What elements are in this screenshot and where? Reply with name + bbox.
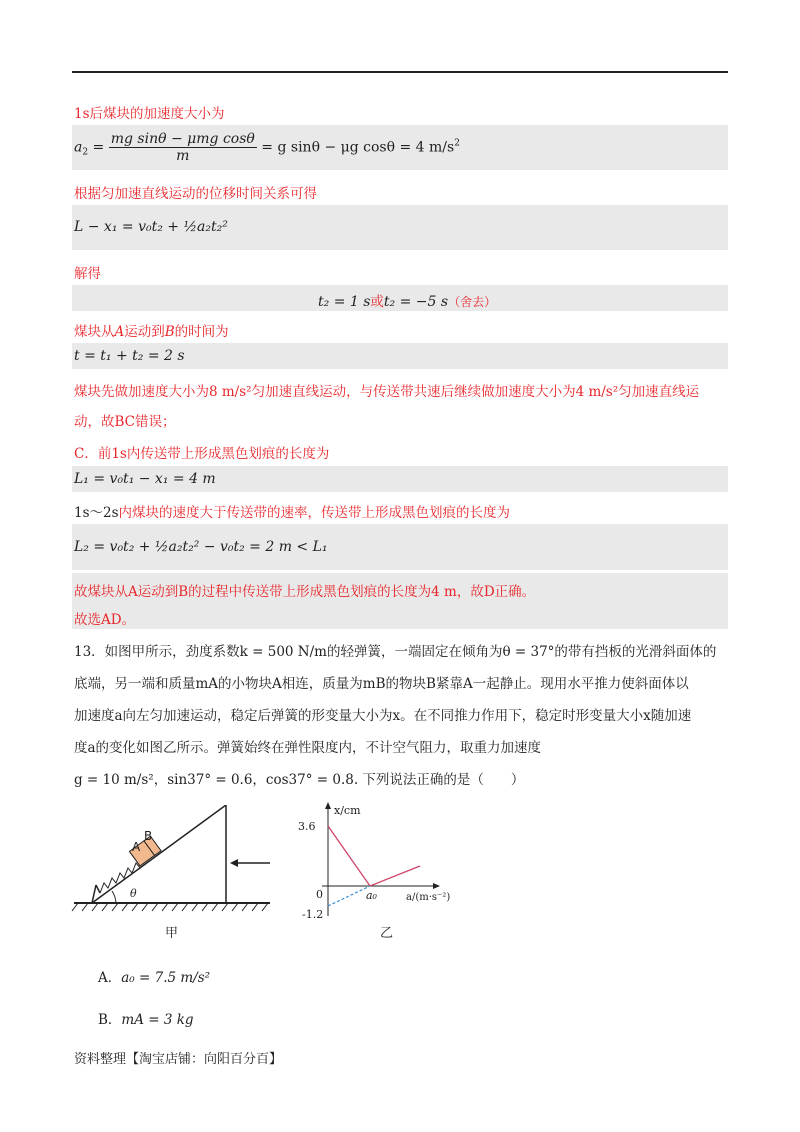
line-dashed-extension [328,886,370,906]
option-a[interactable] [98,966,210,986]
option-a-label: A． [98,970,122,986]
y-axis-label: x/cm [334,804,361,817]
l7-text: 内煤块的速度大于传送带的速率，传送带上形成黑色划痕的长度为 [118,505,511,521]
text-line-4 [74,320,229,340]
equation-4: t = t₁ + t₂ = 2 s [74,348,185,364]
eq1-lhs: a [74,139,83,156]
question-13-line-4: 度a的变化如图乙所示。弹簧始终在弹性限度内，不计空气阻力，取重力加速度 [74,740,542,756]
question-13-line-3: 加速度a向左匀加速运动，稳定后弹簧的形变量大小为x。在不同推力作用下，稳定时形变量大小x随加速 [74,708,692,724]
line-right-branch [370,866,420,886]
question-13-line-2: 底端，另一端和质量mA的小物块A相连，质量为mB的物块B紧靠A一起静止。现用水平推力使斜面体以 [74,676,689,692]
l4-point-a: A [114,324,125,340]
text-line-1: 1s后煤块的加速度大小为 [74,106,225,122]
header-rule [72,71,728,73]
figure-graph-caption: 乙 [380,926,394,941]
figure-graph [292,798,482,928]
text-line-7 [74,501,510,521]
eq1-rhs: = g sinθ − μg cosθ = 4 m/s [261,139,455,156]
text-line-3: 解得 [74,266,101,282]
text-line-6: C．前1s内传送带上形成黑色划痕的长度为 [74,446,330,462]
x-axis-label: a/(m·s⁻²) [406,892,451,903]
eq1-denominator: m [176,148,190,164]
fig1-label-a: A [132,840,141,854]
equation-7: L₂ = v₀t₂ + ½a₂t₂² − v₀t₂ = 2 m < L₁ [74,539,328,555]
fig1-label-b: B [144,829,153,843]
footer-source: 资料整理【淘宝店铺：向阳百分百】 [74,1052,283,1067]
equation-6: L₁ = v₀t₁ − x₁ = 4 m [74,471,216,487]
equation-1: $a_2$ = $\frac{\text{mg sinθ − μmg cosθ}}{m}$ = g sinθ − μg cosθ = 4 $m/s^2$ [74,131,460,164]
tick-label-origin: 0 [316,888,323,901]
l4-point-b: B [164,324,175,340]
eq1-numerator: mg sinθ − μmg cosθ [110,131,255,147]
eq1-fraction [109,131,257,164]
eq3-or: 或 [370,294,384,310]
question-13-line-5: g = 10 m/s²，sin37° = 0.6，cos37° = 0.8. 下列说法正确的是（ ） [74,772,525,788]
line-left-branch [328,826,370,886]
eq3-root2: t₂ = −5 s [383,294,449,310]
tick-label-3.6: 3.6 [298,820,316,833]
eq3-root1: t₂ = 1 s [318,294,371,310]
l4-part-c: 运动到 [124,324,165,340]
equation-3 [318,290,496,310]
figure-incline-caption: 甲 [165,926,179,941]
text-line-5a: 煤块先做加速度大小为8 m/s²匀加速直线运动，与传送带共速后继续做加速度大小为4 m/s²匀加速直线运 [74,384,700,400]
eq3-discard: （舍去） [448,295,497,309]
text-line-5b: 动，故BC错误； [74,414,176,430]
l4-part-a: 煤块从 [74,324,115,340]
option-b[interactable] [98,1008,194,1028]
tick-label-neg-1.2: -1.2 [302,908,324,921]
fig1-theta: θ [130,887,137,900]
text-line-9: 故选AD。 [74,612,136,628]
option-b-label: B． [98,1012,122,1028]
text-line-2: 根据匀加速直线运动的位移时间关系可得 [74,186,317,202]
l7-range: 1s～2s [74,505,119,521]
option-a-text: a₀ = 7.5 m/s² [121,970,211,986]
question-13-line-1: 13．如图甲所示，劲度系数k = 500 N/m的轻弹簧，一端固定在倾角为θ = 37°的带有挡板的光滑斜面体的 [74,644,717,660]
l4-part-e: 的时间为 [174,324,229,340]
text-line-8: 故煤块从A运动到B的过程中传送带上形成黑色划痕的长度为4 m，故D正确。 [74,584,536,600]
equation-2: L − x₁ = v₀t₂ + ½a₂t₂² [74,219,228,235]
option-b-text: mA = 3 kg [121,1012,194,1028]
tick-label-a0: a₀ [366,889,377,902]
